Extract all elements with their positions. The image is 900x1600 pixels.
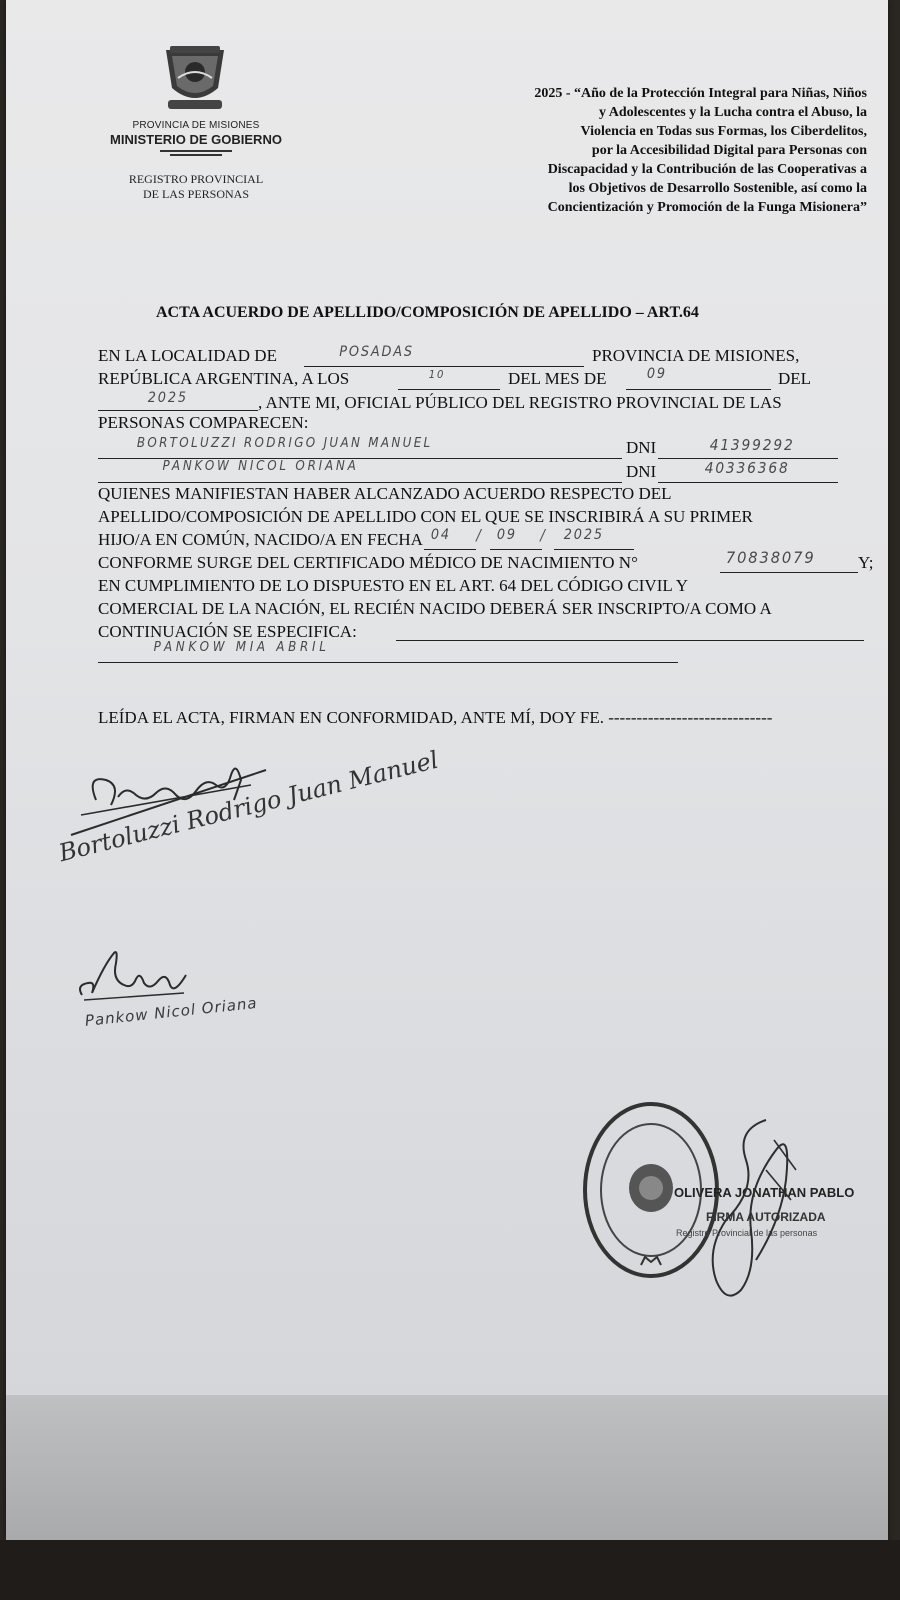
fill-line	[304, 366, 584, 367]
text-segment: CONFORME SURGE DEL CERTIFICADO MÉDICO DE NACIMIENTO N°	[98, 553, 638, 572]
text-segment: Y;	[858, 553, 874, 572]
fill-line	[98, 410, 258, 411]
fill-line	[398, 389, 500, 390]
text-segment: PROVINCIA DE MISIONES,	[592, 346, 800, 365]
text-segment: PERSONAS COMPARECEN:	[98, 413, 309, 432]
text-segment: EN CUMPLIMIENTO DE LO DISPUESTO EN EL ART. 64 DEL CÓDIGO CIVIL Y	[98, 576, 689, 595]
motto-line: Concientización y Promoción de la Funga Misionera”	[547, 200, 867, 215]
slash: /	[476, 526, 483, 544]
text-segment: HIJO/A EN COMÚN, NACIDO/A EN FECHA	[98, 530, 423, 549]
motto-line: los Objetivos de Desarrollo Sostenible, así como la	[568, 181, 867, 196]
text-segment: COMERCIAL DE LA NACIÓN, EL RECIÉN NACIDO DEBERÁ SER INSCRIPTO/A COMO A	[98, 599, 772, 618]
handwritten-year: 2025	[147, 390, 188, 406]
fill-line	[98, 482, 622, 483]
text-segment: DNI	[626, 438, 657, 457]
text-segment: REPÚBLICA ARGENTINA, A LOS	[98, 369, 350, 388]
handwritten-day: 10	[428, 368, 446, 381]
text-segment: EN LA LOCALIDAD DE	[98, 346, 277, 365]
handwritten-birth-day: 04	[430, 527, 451, 543]
background-surface	[0, 1540, 900, 1600]
official-registry: Registro Provincial de las personas	[676, 1228, 818, 1238]
handwritten-child-name: PANKOW MIA ABRIL	[153, 640, 330, 655]
text-segment: , ANTE MI, OFICIAL PÚBLICO DEL REGISTRO PROVINCIAL DE LAS	[258, 393, 782, 412]
fill-line	[554, 549, 634, 550]
handwritten-person1-dni: 41399292	[709, 436, 795, 454]
handwritten-birth-year: 2025	[563, 527, 604, 543]
handwritten-birth-month: 09	[496, 527, 517, 543]
motto-line: 2025 - “Año de la Protección Integral para Niñas, Niños	[534, 86, 867, 101]
handwritten-certificate-number: 70838079	[725, 548, 816, 567]
fill-line	[490, 549, 542, 550]
fill-line	[658, 482, 838, 483]
document-sheet	[6, 0, 888, 1540]
fill-line	[626, 389, 771, 390]
text-segment: DNI	[626, 462, 657, 481]
text-segment: APELLIDO/COMPOSICIÓN DE APELLIDO CON EL QUE SE INSCRIBIRÁ A SU PRIMER	[98, 507, 753, 526]
handwritten-locality: POSADAS	[339, 344, 414, 360]
official-role: FIRMA AUTORIZADA	[706, 1210, 826, 1224]
divider	[170, 154, 222, 156]
signature-2-printed-name: Pankow Nicol Oriana	[84, 993, 259, 1030]
province-name: PROVINCIA DE MISIONES	[132, 120, 260, 131]
handwritten-person2-name: PANKOW NICOL ORIANA	[162, 459, 359, 474]
divider	[160, 150, 232, 152]
paper-shadow-area	[6, 1395, 888, 1540]
official-signature	[696, 1110, 806, 1310]
motto-line: Discapacidad y la Contribución de las Cooperativas a	[547, 162, 867, 177]
text-segment: QUIENES MANIFIESTAN HABER ALCANZADO ACUERDO RESPECTO DEL	[98, 484, 672, 503]
motto-line: por la Accesibilidad Digital para Personas con	[591, 143, 867, 158]
registry-name	[106, 172, 286, 202]
closing-statement: LEÍDA EL ACTA, FIRMAN EN CONFORMIDAD, ANTE MÍ, DOY FE. -----------------------------	[98, 708, 773, 727]
fill-line	[396, 640, 864, 641]
ministry-header	[96, 120, 296, 156]
handwritten-month: 09	[646, 366, 667, 382]
motto-line: y Adolescentes y la Lucha contra el Abuso, la	[599, 105, 867, 120]
registry-line: REGISTRO PROVINCIAL	[128, 172, 264, 186]
fill-line	[720, 572, 858, 573]
slash: /	[540, 526, 547, 544]
fill-line	[98, 662, 678, 663]
document-title: ACTA ACUERDO DE APELLIDO/COMPOSICIÓN DE APELLIDO – ART.64	[156, 304, 699, 321]
signature-1-printed-name: Bortoluzzi Rodrigo Juan Manuel	[56, 745, 442, 868]
text-segment: DEL MES DE	[508, 369, 607, 388]
handwritten-person1-name: BORTOLUZZI RODRIGO JUAN MANUEL	[136, 436, 433, 451]
text-segment: DEL	[778, 369, 812, 388]
text-segment: CONTINUACIÓN SE ESPECIFICA:	[98, 622, 357, 641]
motto-line: Violencia en Todas sus Formas, los Ciberdelitos,	[580, 124, 867, 139]
ministry-name: MINISTERIO DE GOBIERNO	[110, 132, 282, 147]
province-coat-of-arms-icon	[156, 42, 234, 114]
official-name: OLIVERA JONATHAN PABLO	[674, 1185, 855, 1200]
registry-line: DE LAS PERSONAS	[142, 187, 250, 201]
handwritten-person2-dni: 40336368	[704, 459, 790, 477]
fill-line	[424, 549, 476, 550]
year-motto	[381, 84, 867, 217]
